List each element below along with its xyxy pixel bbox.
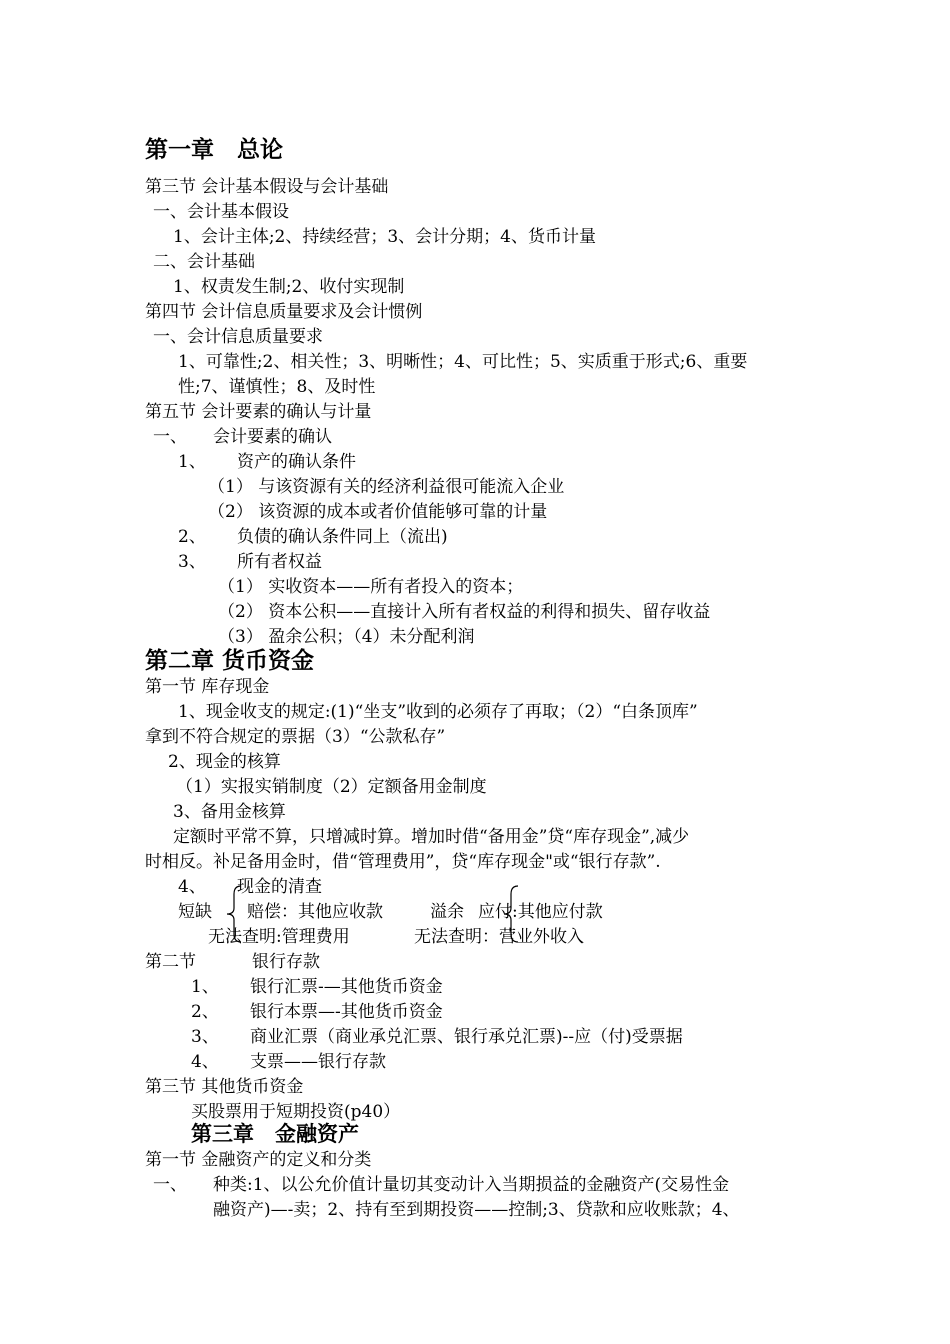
shortage-compensation: 赔偿：其他应收款 (247, 902, 383, 922)
list-item: 所有者权益 (237, 552, 322, 572)
list-item: （1）实报实销制度（2）定额备用金制度 (176, 777, 487, 797)
list-item: 负债的确认条件同上（流出) (237, 527, 448, 547)
list-item: （1） 实收资本——所有者投入的资本； (218, 577, 524, 597)
chapter-3-title: 第三章 金融资产 (191, 1121, 359, 1146)
subsection-heading: 3、备用金核算 (173, 802, 286, 822)
paragraph: 1、现金收支的规定:(1)“坐支”收到的必须存了再取；（2）“白条顶库” (178, 702, 698, 722)
surplus-label: 溢余 (430, 902, 464, 922)
chapter-1-title: 第一章 总论 (145, 136, 283, 163)
subsection-heading: 2、现金的核算 (168, 752, 281, 772)
paragraph: 定额时平常不算，只增减时算。增加时借“备用金”贷“库存现金”,减少 (173, 827, 690, 847)
list-item: 1、会计主体;2、持续经营；3、会计分期；4、货币计量 (173, 227, 596, 247)
list-number: 2、 (191, 1002, 219, 1022)
list-number: 4、 (178, 877, 206, 897)
subsection-heading: 会计要素的确认 (213, 427, 332, 447)
list-item: （2） 资本公积——直接计入所有者权益的利得和损失、留存收益 (218, 602, 711, 622)
shortage-label: 短缺 (178, 902, 212, 922)
list-item: 买股票用于短期投资(p40） (191, 1102, 401, 1122)
list-item: 银行汇票-—其他货币资金 (250, 977, 443, 997)
section-heading: 第一节 金融资产的定义和分类 (145, 1150, 372, 1170)
list-number: 一、 (153, 1175, 187, 1195)
paragraph-continued: 拿到不符合规定的票据（3）“公款私存” (145, 727, 446, 747)
section-heading: 第三节 会计基本假设与会计基础 (145, 177, 389, 197)
list-item: （3） 盈余公积；（4）未分配利润 (218, 627, 475, 647)
subsection-heading: 现金的清查 (237, 877, 322, 897)
subsection-heading: 二、会计基础 (153, 252, 255, 272)
list-number: 3、 (178, 552, 206, 572)
paragraph-continued: 时相反。补足备用金时，借“管理费用”，贷“库存现金"或“银行存款”. (145, 852, 661, 872)
list-item: （1） 与该资源有关的经济利益很可能流入企业 (208, 477, 565, 497)
section-heading: 第四节 会计信息质量要求及会计惯例 (145, 302, 423, 322)
surplus-unknown: 无法查明：营业外收入 (414, 927, 584, 947)
list-number: 1、 (191, 977, 219, 997)
section-heading: 第二节 (145, 952, 196, 972)
section-title: 银行存款 (252, 952, 320, 972)
section-heading: 第五节 会计要素的确认与计量 (145, 402, 372, 422)
list-number: 3、 (191, 1027, 219, 1047)
subsection-heading: 一、会计信息质量要求 (153, 327, 323, 347)
list-number: 2、 (178, 527, 206, 547)
list-number: 1、 (178, 452, 206, 472)
list-item: （2） 该资源的成本或者价值能够可靠的计量 (208, 502, 548, 522)
subsection-heading: 一、会计基本假设 (153, 202, 289, 222)
list-item-continued: 性;7、谨慎性；8、及时性 (178, 377, 376, 397)
surplus-payable: 应付:其他应付款 (478, 902, 603, 922)
list-item-continued: 融资产)—-卖；2、持有至到期投资——控制;3、贷款和应收账款；4、 (213, 1200, 740, 1220)
section-heading: 第一节 库存现金 (145, 677, 270, 697)
shortage-unknown: 无法查明:管理费用 (208, 927, 350, 947)
list-number: 一、 (153, 427, 187, 447)
list-number: 4、 (191, 1052, 219, 1072)
list-item: 资产的确认条件 (237, 452, 356, 472)
list-item: 商业汇票（商业承兑汇票、银行承兑汇票)--应（付)受票据 (250, 1027, 683, 1047)
list-item: 支票——银行存款 (250, 1052, 386, 1072)
section-heading: 第三节 其他货币资金 (145, 1077, 304, 1097)
list-item: 1、可靠性;2、相关性；3、明晰性；4、可比性；5、实质重于形式;6、重要 (178, 352, 748, 372)
chapter-2-title: 第二章 货币资金 (145, 647, 315, 674)
list-item: 种类:1、以公允价值计量切其变动计入当期损益的金融资产(交易性金 (213, 1175, 730, 1195)
list-item: 1、权责发生制;2、收付实现制 (173, 277, 405, 297)
list-item: 银行本票—-其他货币资金 (250, 1002, 443, 1022)
